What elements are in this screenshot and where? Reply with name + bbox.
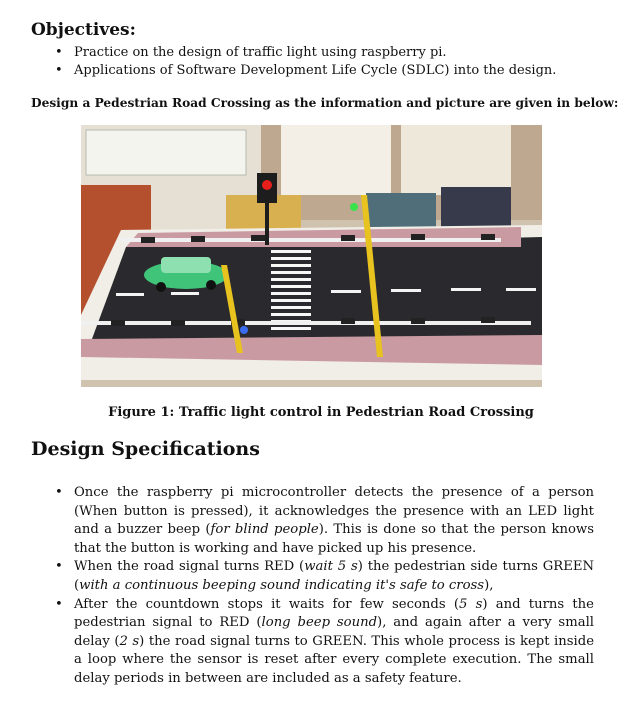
task-statement: Design a Pedestrian Road Crossing as the information and picture are given in below:	[31, 96, 619, 110]
spec-emphasis: wait 5 s	[304, 559, 358, 575]
spec-text: ),	[484, 577, 494, 593]
spec-item	[52, 558, 594, 595]
spec-item	[52, 484, 594, 558]
spec-text: When the road signal turns RED (	[74, 559, 305, 575]
traffic-light-model-photo	[81, 125, 542, 387]
spec-text: ) the pedestrian side turns GREEN (	[74, 559, 595, 593]
spec-emphasis: with a continuous beeping sound indicating it's safe to cross	[79, 577, 485, 593]
spec-item	[52, 596, 594, 689]
spec-text: ). This is done so that the person knows that the button is working and have picked up his presence.	[74, 522, 594, 556]
spec-text: After the countdown stops it waits for few seconds (	[74, 596, 460, 612]
spec-emphasis: 2 s	[119, 633, 140, 649]
design-specifications-heading: Design Specifications	[31, 438, 260, 460]
design-specifications-list	[52, 484, 594, 689]
spec-text: ) and turns the pedestrian signal to RED (	[74, 596, 594, 631]
objectives-list	[52, 44, 556, 80]
spec-emphasis: long beep sound	[261, 615, 378, 631]
spec-text: ), and again after a very small delay (	[74, 615, 595, 649]
spec-emphasis: for blind people	[210, 522, 319, 538]
spec-text: Once the raspberry pi microcontroller detects the presence of a person (When button is pressed), it acknowledges the presence with an LED light and a buzzer beep (	[74, 485, 594, 538]
spec-emphasis: 5 s	[459, 596, 483, 612]
objective-item: • Applications of Software Development Life Cycle (SDLC) into the design.	[52, 62, 556, 80]
figure-caption: Figure 1: Traffic light control in Pedestrian Road Crossing	[108, 405, 534, 420]
objective-item: • Practice on the design of traffic light using raspberry pi.	[52, 44, 556, 62]
objectives-heading: Objectives:	[31, 20, 136, 40]
spec-text: ) the road signal turns to GREEN. This whole process is kept inside a loop where the sensor is reset after every complete execution. The small delay periods in between are included as a safety feature.	[74, 633, 594, 686]
